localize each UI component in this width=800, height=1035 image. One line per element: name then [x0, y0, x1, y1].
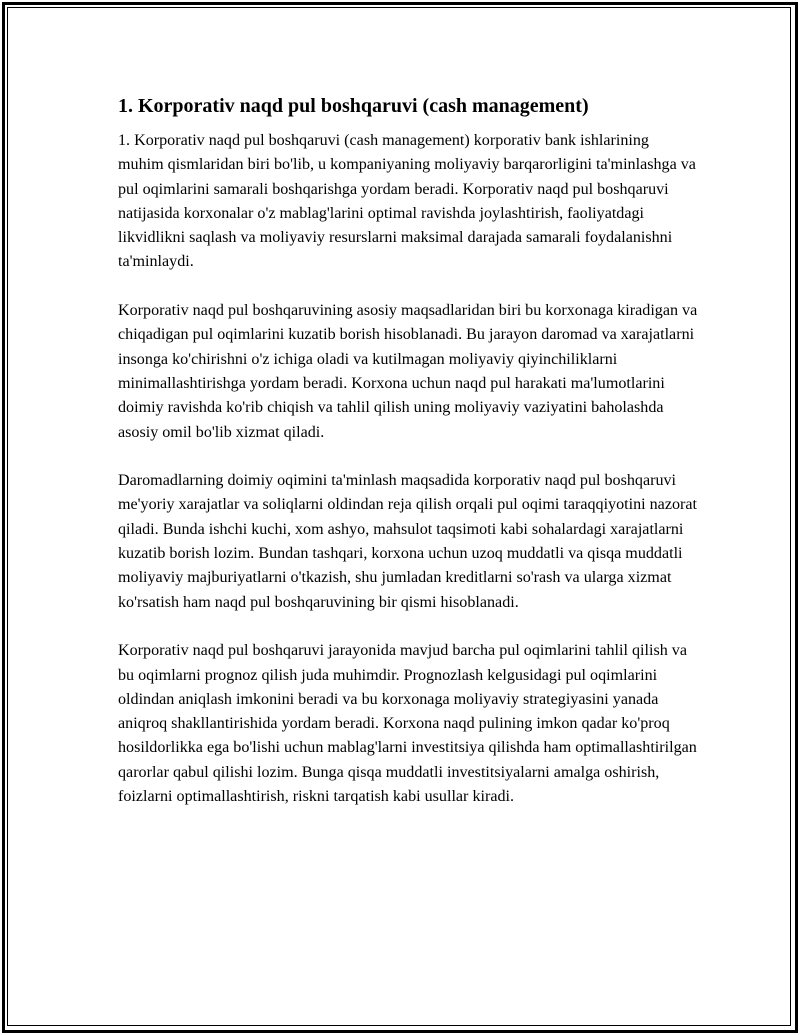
document-body: [118, 93, 698, 809]
paragraph-4: Korporativ naqd pul boshqaruvi jarayonida mavjud barcha pul oqimlarini tahlil qilish va bu oqimlarni prognoz qilish juda muhimdir. Prognozlash kelgusidagi pul oqimlarini oldindan aniqlash imkonini beradi va bu korxonaga moliyaviy strategiyasini yanada aniqroq shakllantirishida yordam beradi. Korxona naqd pulining imkon qadar ko'proq hosildorlikka ega bo'lishi uchun mablag'larni investitsiya qilishda ham optimallashtirilgan qarorlar qabul qilishi lozim. Bunga qisqa muddatli investitsiyalarni amalga oshirish, foizlarni optimallashtirish, riskni tarqatish kabi usullar kiradi.: [118, 642, 697, 806]
paragraph-2: Korporativ naqd pul boshqaruvining asosiy maqsadlaridan biri bu korxonaga kiradigan va chiqadigan pul oqimlarini kuzatib borish hisoblanadi. Bu jarayon daromad va xarajatlarni insonga ko'chirishni o'z ichiga oladi va kutilmagan moliyaviy qiyinchiliklarni minimallashtirishga yordam beradi. Korxona uchun naqd pul harakati ma'lumotlarini doimiy ravishda ko'rib chiqish va tahlil qilish uning moliyaviy vaziyatini baholashda asosiy omil bo'lib xizmat qiladi.: [118, 302, 698, 441]
paragraph-1: 1. Korporativ naqd pul boshqaruvi (cash management) korporativ bank ishlarining muhim qismlaridan biri bo'lib, u kompaniyaning moliyaviy barqarorligini ta'minlashga va pul oqimlarini samarali boshqarishga yordam beradi. Korporativ naqd pul boshqaruvi natijasida korxonalar o'z mablag'larini optimal ravishda joylashtirish, faoliyatdagi likvidlikni saqlash va moliyaviy resurslarni maksimal darajada samarali foydalanishni ta'minlaydi.: [118, 132, 696, 271]
paragraph-3: Daromadlarning doimiy oqimini ta'minlash maqsadida korporativ naqd pul boshqaruvi me'yoriy xarajatlar va soliqlarni oldindan reja qilish orqali pul oqimi taraqqiyotini nazorat qiladi. Bunda ishchi kuchi, xom ashyo, mahsulot taqsimoti kabi sohalardagi xarajatlarni kuzatib borish lozim. Bundan tashqari, korxona uchun uzoq muddatli va qisqa muddatli moliyaviy majburiyatlarni o'tkazish, shu jumladan kreditlarni so'rash va ularga xizmat ko'rsatish ham naqd pul boshqaruvining bir qismi hisoblanadi.: [118, 472, 697, 611]
document-title: 1. Korporativ naqd pul boshqaruvi (cash management): [118, 95, 589, 117]
